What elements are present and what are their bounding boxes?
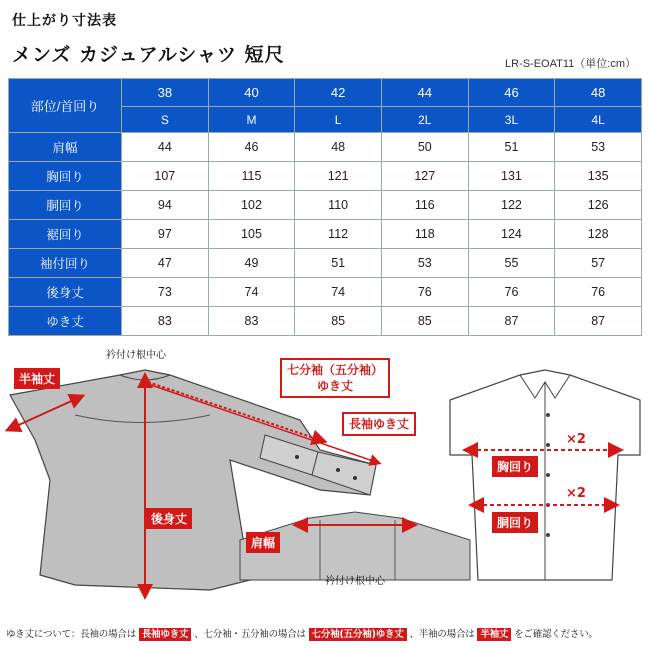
note-text-3: 、半袖の場合は [409, 629, 475, 640]
row-label: 後身丈 [9, 278, 122, 307]
table-cell: 128 [555, 220, 642, 249]
letter-size: S [122, 107, 209, 133]
product-code: LR-S-EOAT11（単位:cm） [505, 58, 636, 70]
table-cell: 48 [295, 133, 382, 162]
table-cell: 135 [555, 162, 642, 191]
neck-size: 40 [208, 79, 295, 107]
letter-size: L [295, 107, 382, 133]
measurement-diagram [0, 340, 650, 622]
table-cell: 74 [295, 278, 382, 307]
table-cell: 57 [555, 249, 642, 278]
table-cell: 44 [122, 133, 209, 162]
neck-size: 44 [381, 79, 468, 107]
table-cell: 115 [208, 162, 295, 191]
table-cell: 51 [295, 249, 382, 278]
row-label: ゆき丈 [9, 307, 122, 336]
note-text-4: をご確認ください。 [514, 629, 598, 640]
table-cell: 94 [122, 191, 209, 220]
neck-size: 48 [555, 79, 642, 107]
letter-size: 4L [555, 107, 642, 133]
corner-label: 部位/首回り [9, 79, 122, 133]
table-cell: 73 [122, 278, 209, 307]
three-quarter-sleeve-label [280, 358, 390, 398]
table-row [9, 191, 642, 220]
table-row [9, 162, 642, 191]
waist-label: 胴回り [492, 512, 538, 533]
short-sleeve-label: 半袖丈 [14, 368, 60, 389]
table-cell: 46 [208, 133, 295, 162]
table-row [9, 307, 642, 336]
table-cell: 83 [208, 307, 295, 336]
neck-size: 42 [295, 79, 382, 107]
neck-size: 46 [468, 79, 555, 107]
note-chip-long: 長袖ゆき丈 [139, 628, 192, 641]
shoulder-label: 肩幅 [246, 532, 280, 553]
neck-size: 38 [122, 79, 209, 107]
table-cell: 85 [381, 307, 468, 336]
long-sleeve-label: 長袖ゆき丈 [342, 412, 416, 436]
note-text-1: ゆき丈について：長袖の場合は [6, 629, 137, 640]
table-cell: 76 [468, 278, 555, 307]
table-row [9, 133, 642, 162]
table-cell: 76 [555, 278, 642, 307]
row-label: 胴回り [9, 191, 122, 220]
table-cell: 121 [295, 162, 382, 191]
neck-center-label-bottom: 衿付け根中心 [325, 576, 385, 587]
letter-size: 2L [381, 107, 468, 133]
table-cell: 53 [555, 133, 642, 162]
table-cell: 50 [381, 133, 468, 162]
table-cell: 116 [381, 191, 468, 220]
back-length-label: 後身丈 [146, 508, 192, 529]
table-cell: 51 [468, 133, 555, 162]
chest-label: 胸回り [492, 456, 538, 477]
row-label: 袖付回り [9, 249, 122, 278]
three-quarter-line1: 七分袖（五分袖） [287, 363, 384, 377]
table-cell: 49 [208, 249, 295, 278]
table-cell: 122 [468, 191, 555, 220]
table-cell: 47 [122, 249, 209, 278]
sleeve-length-note [6, 626, 598, 640]
three-quarter-line2: ゆき丈 [317, 379, 354, 393]
waist-times-two: ×2 [566, 486, 586, 501]
table-cell: 87 [555, 307, 642, 336]
page-heading: 仕上がり寸法表 [12, 13, 117, 29]
table-cell: 87 [468, 307, 555, 336]
table-cell: 97 [122, 220, 209, 249]
table-cell: 124 [468, 220, 555, 249]
row-label: 肩幅 [9, 133, 122, 162]
table-cell: 112 [295, 220, 382, 249]
table-cell: 55 [468, 249, 555, 278]
table-cell: 105 [208, 220, 295, 249]
table-row [9, 249, 642, 278]
neck-center-label-top: 衿付け根中心 [106, 350, 166, 361]
size-table [8, 78, 642, 336]
row-label: 裾回り [9, 220, 122, 249]
note-text-2: 、七分袖・五分袖の場合は [194, 629, 306, 640]
table-cell: 118 [381, 220, 468, 249]
chest-times-two: ×2 [566, 432, 586, 447]
note-chip-three-quarter: 七分袖(五分袖)ゆき丈 [309, 628, 407, 641]
note-chip-short: 半袖丈 [477, 628, 511, 641]
front-shirt-illustration [450, 370, 640, 580]
table-cell: 102 [208, 191, 295, 220]
table-cell: 85 [295, 307, 382, 336]
product-title: メンズ カジュアルシャツ 短尺 [12, 44, 285, 66]
table-cell: 110 [295, 191, 382, 220]
table-cell: 107 [122, 162, 209, 191]
letter-size: 3L [468, 107, 555, 133]
table-row [9, 278, 642, 307]
table-cell: 127 [381, 162, 468, 191]
table-cell: 126 [555, 191, 642, 220]
table-row [9, 220, 642, 249]
row-label: 胸回り [9, 162, 122, 191]
table-cell: 131 [468, 162, 555, 191]
table-cell: 74 [208, 278, 295, 307]
table-cell: 53 [381, 249, 468, 278]
letter-size: M [208, 107, 295, 133]
table-cell: 76 [381, 278, 468, 307]
neck-size-row [9, 79, 642, 107]
table-cell: 83 [122, 307, 209, 336]
